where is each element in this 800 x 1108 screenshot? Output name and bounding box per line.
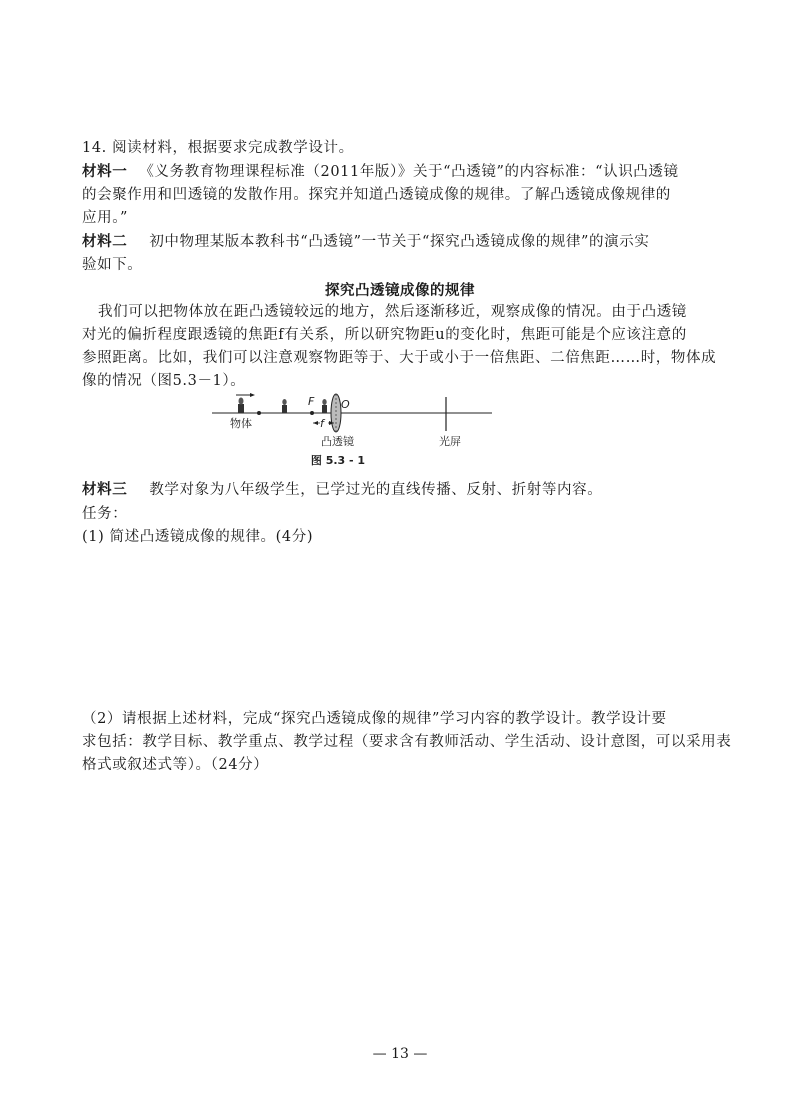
candle-object [238, 398, 244, 414]
focal-length-arrow-left [313, 421, 318, 425]
2f-point [257, 411, 261, 415]
focal-point [310, 411, 314, 415]
task-question-2-line-1: （2）请根据上述材料，完成“探究凸透镜成像的规律”学习内容的教学设计。教学设计要 [82, 711, 667, 727]
section-title: 探究凸透镜成像的规律 [325, 283, 475, 299]
paragraph-line-3: 参照距离。比如，我们可以注意观察物距等于、大于或小于一倍焦距、二倍焦距……时，物体成 [82, 350, 717, 366]
optical-center-label: O [341, 398, 350, 411]
focal-length-label: f [320, 417, 324, 430]
lens-diagram [0, 393, 800, 473]
material1-line-2: 的会聚作用和凹透镜的发散作用。探究并知道凸透镜成像的规律。了解凸透镜成像规律的 [82, 187, 671, 203]
screen-label: 光屏 [439, 435, 461, 448]
material1-text-1: 《义务教育物理课程标准（2011年版）》关于“凸透镜”的内容标准：“认识凸透镜 [139, 164, 679, 180]
task-question-2-line-2: 求包括：教学目标、教学重点、教学过程（要求含有教师活动、学生活动、设计意图，可以采用表 [82, 734, 732, 750]
paragraph-line-1: 我们可以把物体放在距凸透镜较远的地方，然后逐渐移近，观察成像的情况。由于凸透镜 [98, 304, 687, 320]
material1-line-3: 应用。” [82, 210, 129, 226]
material2-line-1 [82, 232, 722, 252]
task-question-2-line-3: 格式或叙述式等）。（24分） [82, 757, 269, 773]
candle-middle [282, 399, 287, 413]
material2-label: 材料二 [82, 234, 128, 250]
candle-near-focus [322, 399, 327, 413]
material2-text-1: 初中物理某版本教科书“凸透镜”一节关于“探究凸透镜成像的规律”的演示实 [149, 234, 650, 250]
paragraph-line-2: 对光的偏折程度跟透镜的焦距f有关系，所以研究物距u的变化时，焦距可能是个应该注意的 [82, 327, 687, 343]
material2-line-2: 验如下。 [82, 257, 143, 273]
lens-label: 凸透镜 [321, 435, 354, 448]
material3-text: 教学对象为八年级学生，已学过光的直线传播、反射、折射等内容。 [149, 482, 603, 498]
question-title: 14. 阅读材料，根据要求完成教学设计。 [82, 140, 354, 156]
object-label: 物体 [230, 417, 252, 430]
focal-point-label: F [308, 395, 315, 408]
material1-label: 材料一 [82, 164, 128, 180]
motion-arrow-head [250, 393, 255, 397]
task-question-1: (1) 简述凸透镜成像的规律。(4分) [82, 529, 314, 545]
paragraph-line-4: 像的情况（图5.3－1）。 [82, 373, 246, 389]
figure-caption: 图 5.3 - 1 [310, 454, 366, 467]
material3-line [82, 480, 722, 500]
page-number: — 13 — [372, 1046, 428, 1062]
material1-line-1 [82, 162, 722, 182]
task-heading: 任务： [82, 506, 128, 522]
material3-label: 材料三 [82, 482, 128, 498]
